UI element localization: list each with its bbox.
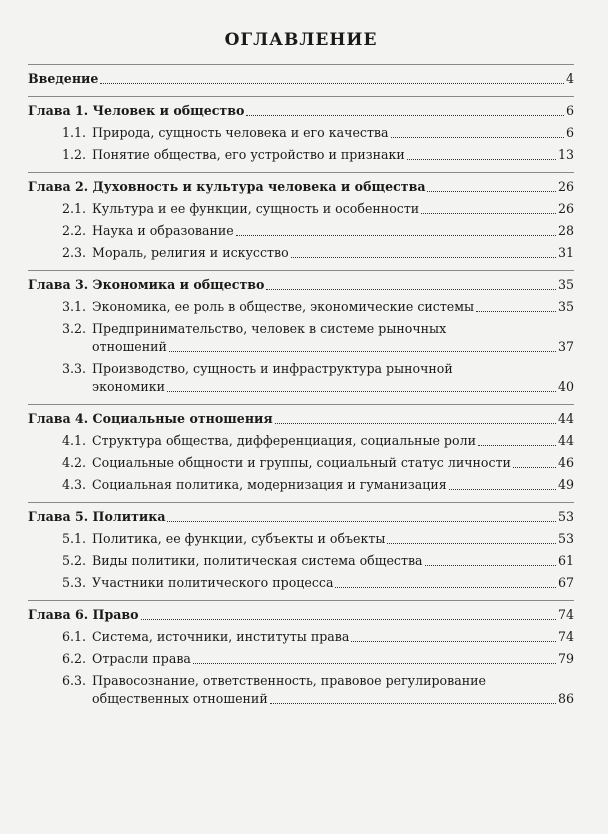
leader-dots	[513, 467, 556, 468]
toc-section-number: 2.1.	[62, 201, 87, 216]
toc-section-label: Наука и образование	[92, 223, 234, 238]
toc-page-number: 61	[557, 553, 574, 568]
toc-page-number: 44	[557, 411, 574, 426]
chapter-group	[28, 600, 574, 710]
toc-chapter-entry	[28, 408, 574, 430]
leader-dots	[193, 663, 556, 664]
toc-section-entry	[28, 528, 574, 550]
toc-section-number: 6.3.	[62, 673, 87, 688]
toc-section-label: Отрасли права	[92, 651, 191, 666]
toc-chapter-label: Глава 2. Духовность и культура человека и общества	[28, 179, 426, 194]
toc-section-number: 4.3.	[62, 477, 87, 492]
leader-dots	[275, 423, 556, 424]
toc-section-entry	[28, 572, 574, 594]
toc-section-number: 1.2.	[62, 147, 87, 162]
toc-section-number: 6.1.	[62, 629, 87, 644]
toc-section-label: Система, источники, институты права	[92, 629, 350, 644]
leader-dots	[449, 489, 556, 490]
toc-section-label: Структура общества, дифференциация, социальные роли	[92, 433, 476, 448]
toc-chapter-label: Глава 3. Экономика и общество	[28, 277, 265, 292]
toc-section-entry	[28, 122, 574, 144]
toc-page-number: 26	[557, 201, 574, 216]
toc-section-number: 6.2.	[62, 651, 87, 666]
toc-page-number: 37	[557, 339, 574, 354]
toc-page-number: 6	[565, 125, 574, 140]
toc-section-entry	[28, 550, 574, 572]
toc-section-entry	[28, 358, 574, 398]
toc-chapter-label: Глава 4. Социальные отношения	[28, 411, 273, 426]
toc-page-number: 74	[557, 629, 574, 644]
toc-entry-label: Введение	[28, 71, 99, 86]
leader-dots	[266, 289, 556, 290]
leader-dots	[387, 543, 556, 544]
toc-page-number: 26	[557, 179, 574, 194]
toc-section-label: Природа, сущность человека и его качества	[92, 125, 389, 140]
toc-section-label: Производство, сущность и инфраструктура рыночной	[92, 361, 453, 376]
toc-section-label-cont: экономики	[92, 379, 165, 394]
leader-dots	[141, 619, 556, 620]
toc-page-number: 13	[557, 147, 574, 162]
toc-page-number: 28	[557, 223, 574, 238]
toc-page-number: 53	[557, 509, 574, 524]
toc-section-entry	[28, 242, 574, 264]
toc-section-number: 3.2.	[62, 321, 87, 336]
toc-section-label-cont: отношений	[92, 339, 167, 354]
leader-dots	[291, 257, 556, 258]
toc-page-number: 74	[557, 607, 574, 622]
toc-chapter-label: Глава 5. Политика	[28, 509, 166, 524]
toc-chapter-entry	[28, 604, 574, 626]
chapter-group	[28, 502, 574, 594]
chapter-group	[28, 172, 574, 264]
toc-section-number: 4.2.	[62, 455, 87, 470]
leader-dots	[236, 235, 556, 236]
chapter-group	[28, 404, 574, 496]
toc-section-label: Социальная политика, модернизация и гуманизация	[92, 477, 447, 492]
toc-section-entry	[28, 198, 574, 220]
intro-group	[28, 64, 574, 90]
toc-chapter-entry	[28, 274, 574, 296]
toc-page-number: 79	[557, 651, 574, 666]
toc-chapter-entry	[28, 176, 574, 198]
toc-chapter-entry	[28, 100, 574, 122]
leader-dots	[246, 115, 564, 116]
toc-chapter-label: Глава 6. Право	[28, 607, 139, 622]
leader-dots	[351, 641, 556, 642]
leader-dots	[270, 703, 556, 704]
toc-section-label: Мораль, религия и искусство	[92, 245, 289, 260]
toc-section-number: 3.3.	[62, 361, 87, 376]
leader-dots	[476, 311, 556, 312]
toc-section-number: 2.3.	[62, 245, 87, 260]
toc-section-label: Правосознание, ответственность, правовое регулирование	[92, 673, 486, 688]
toc-section-entry	[28, 452, 574, 474]
toc-section-number: 5.2.	[62, 553, 87, 568]
toc-section-number: 5.3.	[62, 575, 87, 590]
toc-section-text	[92, 672, 574, 708]
toc-chapter-entry	[28, 506, 574, 528]
toc-section-label: Участники политического процесса	[92, 575, 334, 590]
toc-page-number: 46	[557, 455, 574, 470]
toc-page-number: 4	[565, 71, 574, 86]
toc-section-label-cont: общественных отношений	[92, 691, 268, 706]
toc-section-label: Понятие общества, его устройство и признаки	[92, 147, 405, 162]
chapters-list	[28, 96, 574, 710]
toc-page-number: 40	[557, 379, 574, 394]
page-title: ОГЛАВЛЕНИЕ	[224, 30, 378, 50]
leader-dots	[169, 351, 556, 352]
toc-section-label: Политика, ее функции, субъекты и объекты	[92, 531, 386, 546]
leader-dots	[407, 159, 556, 160]
toc-section-text	[92, 360, 574, 396]
toc-section-entry	[28, 220, 574, 242]
toc-page-number: 35	[557, 277, 574, 292]
toc-section-label: Культура и ее функции, сущность и особенности	[92, 201, 420, 216]
toc-chapter-label: Глава 1. Человек и общество	[28, 103, 245, 118]
toc-entry-intro	[28, 68, 574, 90]
leader-dots	[427, 191, 555, 192]
toc-section-entry	[28, 626, 574, 648]
toc-section-label: Предпринимательство, человек в системе рыночных	[92, 321, 447, 336]
toc-page-number: 86	[557, 691, 574, 706]
toc-section-entry	[28, 296, 574, 318]
chapter-group	[28, 270, 574, 398]
toc-page-number: 35	[557, 299, 574, 314]
toc-section-number: 3.1.	[62, 299, 87, 314]
toc-page-number: 6	[565, 103, 574, 118]
toc-section-entry	[28, 144, 574, 166]
toc-section-entry	[28, 430, 574, 452]
table-of-contents	[28, 24, 574, 716]
leader-dots	[167, 521, 555, 522]
toc-section-label: Виды политики, политическая система общества	[92, 553, 423, 568]
toc-section-number: 4.1.	[62, 433, 87, 448]
toc-section-entry	[28, 648, 574, 670]
toc-section-entry	[28, 318, 574, 358]
leader-dots	[391, 137, 564, 138]
toc-page-number: 53	[557, 531, 574, 546]
toc-page-number: 31	[557, 245, 574, 260]
leader-dots	[425, 565, 556, 566]
toc-section-number: 2.2.	[62, 223, 87, 238]
leader-dots	[100, 83, 564, 84]
toc-page-number: 67	[557, 575, 574, 590]
toc-section-entry	[28, 474, 574, 496]
toc-section-label: Экономика, ее роль в обществе, экономические системы	[92, 299, 475, 314]
toc-section-number: 1.1.	[62, 125, 87, 140]
leader-dots	[167, 391, 556, 392]
toc-section-number: 5.1.	[62, 531, 87, 546]
toc-page-number: 49	[557, 477, 574, 492]
leader-dots	[421, 213, 556, 214]
leader-dots	[335, 587, 556, 588]
toc-section-entry	[28, 670, 574, 710]
chapter-group	[28, 96, 574, 166]
toc-page-number: 44	[557, 433, 574, 448]
toc-section-text	[92, 320, 574, 356]
leader-dots	[478, 445, 556, 446]
toc-section-label: Социальные общности и группы, социальный статус личности	[92, 455, 511, 470]
